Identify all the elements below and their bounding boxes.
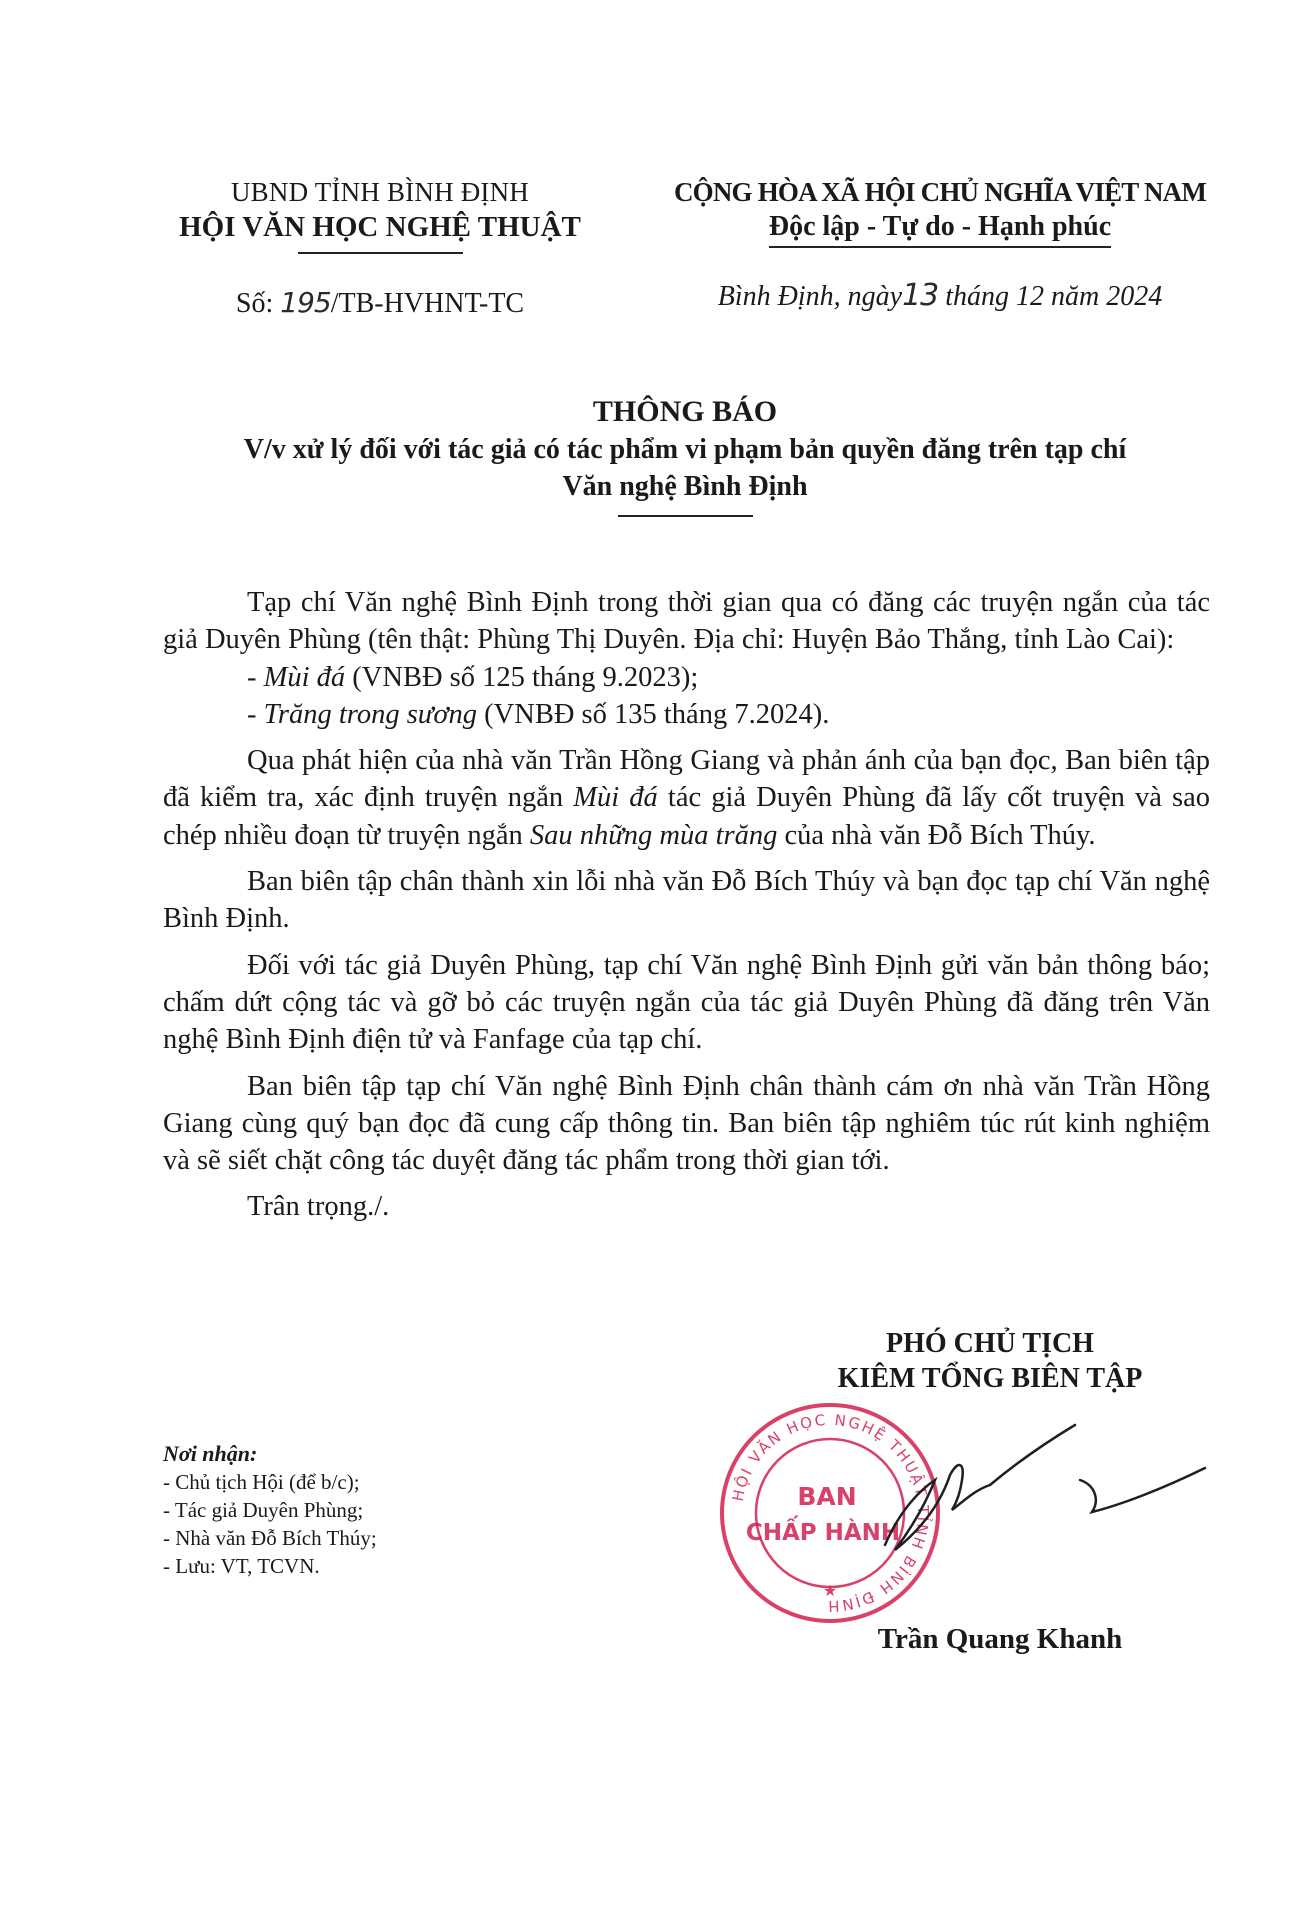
signature-icon	[880, 1420, 1210, 1560]
list-dash: -	[247, 698, 264, 730]
work-title: Mùi đá	[263, 661, 346, 693]
closing-phrase: Trân trọng./.	[247, 1191, 390, 1223]
subject-line-1: V/v xử lý đối với tác giả có tác phẩm vi phạm bản quyền đăng trên tạp chí	[243, 434, 1127, 465]
date-prefix: Bình Định, ngày	[717, 281, 903, 312]
organization-name: HỘI VĂN HỌC NGHỆ THUẬT	[179, 211, 581, 243]
findings-text-b: tác giả Duyên Phùng đã lấy cốt truyện và sao chép nhiều đoạn từ truyện ngắn	[163, 782, 1210, 851]
issue-date	[650, 279, 1230, 314]
paragraph-apology: Ban biên tập chân thành xin lỗi nhà văn Đỗ Bích Thúy và bạn đọc tạp chí Văn nghệ Bình Định.	[163, 866, 1210, 935]
recipients-block	[163, 1440, 503, 1580]
document-number	[140, 286, 620, 321]
paragraph-thanks: Ban biên tập tạp chí Văn nghệ Bình Định chân thành cám ơn nhà văn Trần Hồng Giang cùng quý bạn đọc đã cung cấp thông tin. Ban biên tập nghiêm túc rút kinh nghiệm và sẽ siết chặt công tác duyệt đăng tác phẩm trong thời gian tới.	[163, 1070, 1210, 1177]
authority-name: UBND TỈNH BÌNH ĐỊNH	[230, 177, 530, 207]
paragraph-findings	[163, 742, 1210, 854]
title-underline	[618, 515, 753, 517]
national-motto: Độc lập - Tự do - Hạnh phúc	[769, 209, 1111, 248]
agency-underline	[298, 252, 463, 254]
work-title: Trăng trong sương	[263, 698, 478, 730]
signatory-title-line-1: PHÓ CHỦ TỊCH	[886, 1328, 1094, 1359]
work-list-item	[163, 659, 1210, 696]
recipient-item: - Chủ tịch Hội (để b/c);	[163, 1470, 360, 1494]
svg-text:BAN: BAN	[797, 1482, 857, 1511]
date-day-handwritten: 13	[902, 278, 939, 313]
national-title: CỘNG HÒA XÃ HỘI CHỦ NGHĨA VIỆT NAM	[673, 177, 1207, 207]
document-title-block	[140, 393, 1230, 517]
subject-line-2: Văn nghệ Bình Định	[562, 471, 808, 502]
handwritten-signature	[880, 1420, 1210, 1560]
document-number-suffix: /TB-HVHNT-TC	[330, 288, 525, 319]
svg-text:HỘI VĂN HỌC NGHỆ THUẬT TỈNH BÌ: HỘI VĂN HỌC NGHỆ THUẬT TỈNH BÌNH ĐỊNH	[728, 1410, 933, 1616]
document-number-handwritten: 195	[280, 286, 331, 319]
paragraph-action: Đối với tác giả Duyên Phùng, tạp chí Văn nghệ Bình Định gửi văn bản thông báo; chấm dứt cộng tác và gỡ bỏ các truyện ngắn của tác giả Duyên Phùng đã đăng trên Văn nghệ Bình Định điện tử và Fanfage của tạp chí.	[163, 949, 1210, 1056]
paragraph-intro: Tạp chí Văn nghệ Bình Định trong thời gian qua có đăng các truyện ngắn của tác giả Duyên Phùng (tên thật: Phùng Thị Duyên. Địa chỉ: Huyện Bảo Thắng, tỉnh Lào Cai):	[163, 587, 1210, 656]
recipient-item: - Lưu: VT, TCVN.	[163, 1554, 320, 1578]
date-suffix: tháng 12 năm 2024	[938, 281, 1163, 312]
recipient-item: - Nhà văn Đỗ Bích Thúy;	[163, 1526, 377, 1550]
list-dash: -	[247, 661, 264, 693]
work-detail: (VNBĐ số 135 tháng 7.2024).	[477, 698, 830, 730]
infringing-work-title: Mùi đá	[573, 782, 658, 814]
work-list-item	[163, 696, 1210, 733]
svg-text:★: ★	[822, 1583, 838, 1600]
work-detail: (VNBĐ số 125 tháng 9.2023);	[345, 661, 699, 693]
signer-name: Trần Quang Khanh	[877, 1623, 1123, 1655]
signatory-title-line-2: KIÊM TỔNG BIÊN TẬP	[837, 1363, 1143, 1394]
findings-text-c: của nhà văn Đỗ Bích Thúy.	[777, 819, 1096, 851]
issuing-agency-block	[140, 175, 620, 321]
document-body	[163, 584, 1210, 1226]
findings-text-a: Qua phát hiện của nhà văn Trần Hồng Giang và phản ánh của bạn đọc, Ban biên tập đã kiểm tra, xác định truyện ngắn	[163, 745, 1210, 814]
recipient-item: - Tác giả Duyên Phùng;	[163, 1498, 364, 1522]
document-number-prefix: Số:	[235, 288, 281, 319]
national-header-block	[650, 175, 1230, 314]
signatory-title	[800, 1326, 1180, 1396]
original-work-title: Sau những mùa trăng	[529, 819, 778, 851]
recipients-heading: Nơi nhận:	[163, 1441, 258, 1466]
document-type: THÔNG BÁO	[592, 395, 778, 428]
svg-text:CHẤP HÀNH: CHẤP HÀNH	[745, 1520, 901, 1546]
